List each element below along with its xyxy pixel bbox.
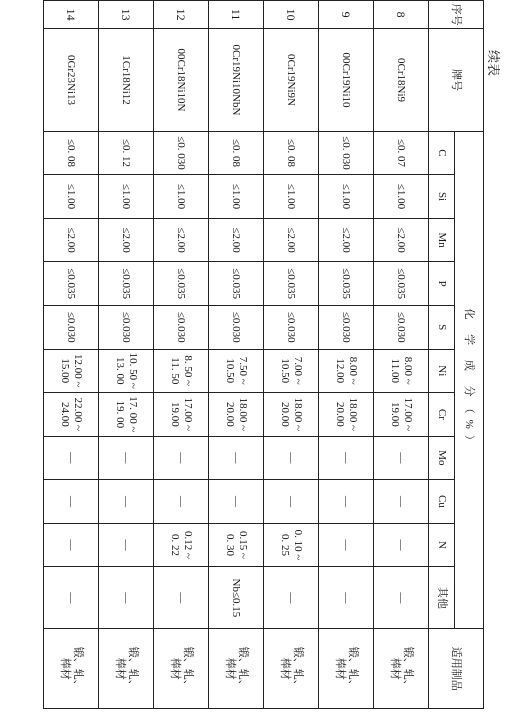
p-value: ≤0.035 [99, 262, 154, 306]
n-value-line: 0. 30 [224, 534, 236, 557]
grade-cell: 1Cr18Ni12 [99, 29, 154, 131]
mo-value: — [209, 436, 264, 480]
other-value: Nb≤0.15 [209, 567, 264, 629]
product-cell-line: 棒材 [169, 657, 181, 680]
s-value: ≤0.030 [44, 305, 99, 349]
ni-value [374, 349, 429, 393]
grade-cell: 00Cr18Ni10N [154, 29, 209, 131]
product-cell-line: 锻、轧、 [182, 646, 194, 691]
product-cell-line: 棒材 [279, 657, 291, 680]
element-header-n: N [429, 523, 455, 567]
n-value-line: 0. 25 [279, 534, 291, 557]
si-value: ≤1.00 [209, 175, 264, 219]
si-value: ≤1.00 [44, 175, 99, 219]
n-value [374, 523, 429, 567]
c-value: ≤0. 030 [319, 131, 374, 175]
table-row [209, 1, 264, 709]
ni-value-line: 8.00 ~ [402, 356, 414, 385]
mo-value: — [44, 436, 99, 480]
ni-value-line: 13. 00 [114, 357, 126, 385]
element-header-c: C [429, 131, 455, 175]
element-header-cr: Cr [429, 393, 455, 437]
other-value: — [264, 567, 319, 629]
ni-value-line: 10.50 [224, 358, 236, 384]
product-cell [319, 629, 374, 709]
ni-value-line: 15.00 [59, 358, 71, 384]
seq-cell: 12 [154, 1, 209, 29]
seq-cell: 10 [264, 1, 319, 29]
ni-value-line: 11. 50 [169, 357, 181, 385]
element-header-other: 其他 [429, 567, 455, 629]
product-cell [99, 629, 154, 709]
cr-value [44, 393, 99, 437]
seq-header: 序号 [429, 1, 484, 29]
p-value: ≤0.035 [374, 262, 429, 306]
other-value: — [154, 567, 209, 629]
cu-value: — [209, 480, 264, 524]
cr-value-line: 22.00 ~ [72, 397, 84, 432]
cu-value: — [99, 480, 154, 524]
ni-value-line: 7.50 ~ [237, 356, 249, 385]
product-cell [154, 629, 209, 709]
cr-value [154, 393, 209, 437]
mn-value: ≤2.00 [44, 218, 99, 262]
mo-value: — [99, 436, 154, 480]
mn-value: ≤2.00 [319, 218, 374, 262]
cr-value [319, 393, 374, 437]
ni-value [264, 349, 319, 393]
s-value: ≤0.030 [374, 305, 429, 349]
c-value: ≤0. 08 [44, 131, 99, 175]
product-cell-line: 锻、轧、 [72, 646, 84, 691]
s-value: ≤0.030 [209, 305, 264, 349]
element-header-p: P [429, 262, 455, 306]
grade-cell: 0Cr19Ni9N [264, 29, 319, 131]
cr-value-line: 20.00 [334, 401, 346, 427]
other-value: — [99, 567, 154, 629]
cr-value-line: 19. 00 [114, 400, 126, 429]
ni-value [209, 349, 264, 393]
si-value: ≤1.00 [319, 175, 374, 219]
product-cell [264, 629, 319, 709]
ni-value-line: 8. 50 ~ [182, 355, 194, 387]
n-value [264, 523, 319, 567]
product-cell-line: 锻、轧、 [402, 646, 414, 691]
n-value-line: — [120, 539, 133, 551]
p-value: ≤0.035 [264, 262, 319, 306]
c-value: ≤0. 030 [154, 131, 209, 175]
cr-value-line: 17.00 ~ [182, 397, 194, 432]
seq-cell: 8 [374, 1, 429, 29]
ni-value [44, 349, 99, 393]
element-header-si: Si [429, 175, 455, 219]
product-cell-line: 棒材 [59, 657, 71, 680]
p-value: ≤0.035 [209, 262, 264, 306]
n-value [44, 523, 99, 567]
cr-value [264, 393, 319, 437]
p-value: ≤0.035 [319, 262, 374, 306]
si-value: ≤1.00 [264, 175, 319, 219]
cr-value-line: 20.00 [279, 401, 291, 427]
continuation-label: 续表 [486, 50, 501, 77]
si-value: ≤1.00 [154, 175, 209, 219]
cr-value [99, 393, 154, 437]
mn-value: ≤2.00 [99, 218, 154, 262]
cr-value [374, 393, 429, 437]
element-header-ni: Ni [429, 349, 455, 393]
table-row [374, 1, 429, 709]
cr-value-line: 20.00 [224, 401, 236, 427]
ni-value [99, 349, 154, 393]
cr-value-line: 19.00 [389, 401, 401, 427]
element-header-cu: Cu [429, 480, 455, 524]
cr-value-line: 18.00 ~ [237, 397, 249, 432]
grade-header: 牌号 [429, 29, 484, 131]
mn-value: ≤2.00 [374, 218, 429, 262]
mo-value: — [264, 436, 319, 480]
mo-value: — [374, 436, 429, 480]
product-header: 适用制品 [429, 629, 484, 709]
n-value-line: 0. 10 ~ [292, 529, 304, 561]
s-value: ≤0.030 [99, 305, 154, 349]
si-value: ≤1.00 [374, 175, 429, 219]
s-value: ≤0.030 [264, 305, 319, 349]
table-row [154, 1, 209, 709]
p-value: ≤0.035 [44, 262, 99, 306]
composition-table [43, 0, 484, 709]
seq-cell: 14 [44, 1, 99, 29]
n-value-line: 0.12 ~ [182, 531, 194, 559]
product-cell-line: 棒材 [334, 657, 346, 680]
ni-value-line: 12.00 ~ [72, 354, 84, 388]
ni-value-line: 7.00 ~ [292, 356, 304, 385]
element-header-s: S [429, 305, 455, 349]
product-cell [374, 629, 429, 709]
product-cell-line: 锻、轧、 [237, 646, 249, 691]
product-cell-line: 棒材 [389, 657, 401, 680]
element-header-mo: Mo [429, 436, 455, 480]
mn-value: ≤2.00 [209, 218, 264, 262]
n-value-line: — [65, 539, 78, 551]
grade-cell: 0Gr23Ni13 [44, 29, 99, 131]
n-value [99, 523, 154, 567]
table-row [99, 1, 154, 709]
c-value: ≤0. 07 [374, 131, 429, 175]
ni-value-line: 12.00 [334, 358, 346, 384]
c-value: ≤0. 08 [264, 131, 319, 175]
cu-value: — [374, 480, 429, 524]
seq-cell: 11 [209, 1, 264, 29]
table-row [319, 1, 374, 709]
n-value-line: — [340, 539, 353, 551]
ni-value [154, 349, 209, 393]
cu-value: — [319, 480, 374, 524]
seq-cell: 9 [319, 1, 374, 29]
cr-value-line: 18.00 ~ [292, 397, 304, 432]
n-value [154, 523, 209, 567]
ni-value [319, 349, 374, 393]
product-cell [209, 629, 264, 709]
other-value: — [319, 567, 374, 629]
n-value [319, 523, 374, 567]
cr-value-line: 24.00 [59, 401, 71, 427]
product-cell-line: 锻、轧、 [347, 646, 359, 691]
mo-value: — [319, 436, 374, 480]
mn-value: ≤2.00 [154, 218, 209, 262]
table-body [44, 1, 429, 709]
product-cell-line: 棒材 [114, 657, 126, 680]
s-value: ≤0.030 [154, 305, 209, 349]
other-value: — [374, 567, 429, 629]
c-value: ≤0. 12 [99, 131, 154, 175]
seq-cell: 13 [99, 1, 154, 29]
si-value: ≤1.00 [99, 175, 154, 219]
product-cell-line: 锻、轧、 [127, 646, 139, 691]
element-header-mn: Mn [429, 218, 455, 262]
other-value: — [44, 567, 99, 629]
ni-value-line: 10.50 [279, 358, 291, 384]
product-cell-line: 棒材 [224, 657, 236, 680]
n-value-line: 0.15 ~ [237, 531, 249, 559]
product-cell [44, 629, 99, 709]
c-value: ≤0. 08 [209, 131, 264, 175]
mn-value: ≤2.00 [264, 218, 319, 262]
cr-value-line: 17.00 ~ [402, 397, 414, 432]
mo-value: — [154, 436, 209, 480]
table-row [264, 1, 319, 709]
s-value: ≤0.030 [319, 305, 374, 349]
table-row [44, 1, 99, 709]
ni-value-line: 10. 50 ~ [127, 352, 139, 389]
grade-cell: 0Cr18Ni9 [374, 29, 429, 131]
cr-value-line: 18.00 ~ [347, 397, 359, 432]
n-value-line: 0. 22 [169, 534, 181, 557]
grade-cell: 0Cr19Ni10NbN [209, 29, 264, 131]
n-value [209, 523, 264, 567]
cu-value: — [44, 480, 99, 524]
product-cell-line: 锻、轧、 [292, 646, 304, 691]
grade-cell: 00Cr19Ni10 [319, 29, 374, 131]
ni-value-line: 8.00 ~ [347, 356, 359, 385]
n-value-line: — [395, 539, 408, 551]
cr-value [209, 393, 264, 437]
p-value: ≤0.035 [154, 262, 209, 306]
chem-group-header: 化 学 成 分（%） [455, 131, 484, 629]
cu-value: — [264, 480, 319, 524]
cu-value: — [154, 480, 209, 524]
ni-value-line: 11.00 [389, 358, 401, 383]
cr-value-line: 17. 00 ~ [127, 396, 139, 433]
cr-value-line: 19.00 [169, 401, 181, 427]
